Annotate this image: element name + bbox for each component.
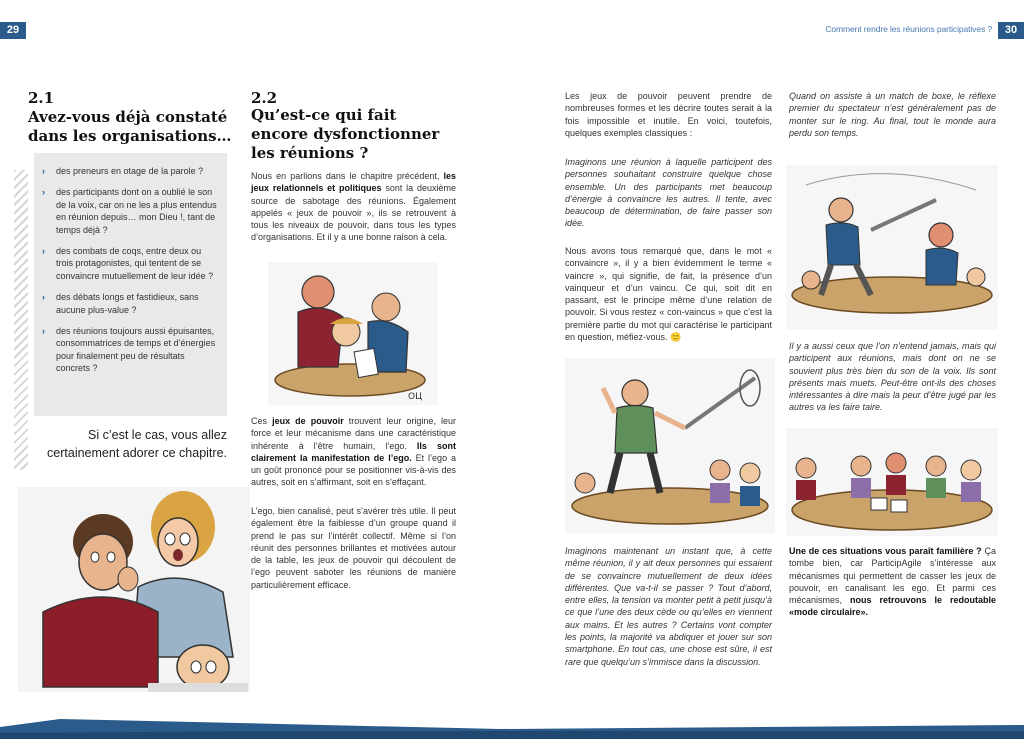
text-span: Et l’ego a un goût prononcé pour se positionner vis-à-vis des autres, soit en s’affirmant, soit en s’effaçant. — [251, 452, 456, 488]
paragraph: Quand on assiste à un match de boxe, le réflexe premier du spectateur n’est généralement pas de monter sur le ring. Au final, tout le monde aura perdu son temps. — [789, 91, 996, 138]
paragraph — [251, 170, 456, 244]
paragraph: Les jeux de pouvoir peuvent prendre de nombreuses formes et les décrire toutes serait à la fois impossible et inutile. En voici, toutefois, quelques exemples classiques : — [565, 91, 772, 138]
quarrel-illustration — [268, 262, 438, 405]
paragraph: Imaginons maintenant un instant que, à cette même réunion, il y ait deux personnes qui essaient de se convaincre mutuellement de deux idées différentes. Que va-t-il se passer ? Tout d’abord, entre elles, la tension va monter petit à petit jusqu’à ce que l’une des deux cède ou qu’elles en viennent aux mains. Et les autres ? Certains vont compter les points, la majorité va abdiquer et jouer sur son smartphone. En tout cas, une chose est sûre, il est rare que quelqu’un s’immisce dans la discussion. — [565, 546, 772, 667]
chapter-teaser: Si c’est le cas, vous allez certainement adorer ce chapitre. — [47, 428, 227, 460]
list-item-text: des participants dont on a oublié le son de la voix, car on ne les a plus entendus en réunion depuis… mon Dieu !, tant de temps déjà ? — [56, 187, 217, 235]
bold-text: Ils sont clairement la manifestation de l’ego. — [251, 440, 456, 463]
list-item — [42, 165, 217, 177]
text-span: Ces — [251, 416, 273, 426]
section-number-2-2: 2.2 — [251, 89, 278, 107]
section-title-line: Avez-vous déjà constaté — [28, 108, 228, 126]
list-item-text: des combats de coqs, entre deux ou trois protagonistes, qui tentent de se convaincre mutuellement de leur idée ? — [56, 246, 214, 281]
fight-illustration — [786, 165, 998, 330]
section-title-2-1 — [28, 108, 232, 146]
list-item-text: des débats longs et fastidieux, sans aucune plus-value ? — [56, 292, 199, 315]
text-span: sont la deuxième source de sabotage des réunions. Également appelés « jeux de pouvoir », ils se retrouvent à tous les niveaux de pouvoir, dans tous les types d’organisations. Et il y a une bonne raison à cela. — [251, 183, 457, 243]
paragraph: Nous avons tous remarqué que, dans le mot « convaincre », il y a bien évidemment le terme « vaincre », qui signifie, de fait, la présence d’un vainqueur et d’un vaincu. Ce qui, soit dit en passant, est le principe même d’une relation de pouvoir. Si vous restez « con-vaincus » que c’est la première partie du mot qui caractérise le participant en question, méfiez-vous. 🙂 — [565, 246, 772, 343]
section-title-line: les réunions ? — [251, 144, 369, 162]
text-span: trouvent leur origine, leur force et leur mécanisme dans une caractéristique inhérente à l’être humain, l’ego. — [251, 416, 457, 451]
signature-text: ОЦ — [408, 392, 423, 402]
chevron-right-icon: › — [42, 187, 45, 198]
text-span: Ça tombe bien, car ParticipAgile s’intéresse aux mécanismes qui permettent de casser les jeux de pouvoir, en canalisant les ego. Et parmi ces mécanismes, — [789, 546, 996, 606]
page-number-left: 29 — [0, 22, 26, 39]
list-item-text: des réunions toujours aussi épuisantes, consommatrices de temps et d’énergies pour finalement peu de résultats concrets ? — [56, 326, 216, 374]
bold-text: jeux de pouvoir — [272, 416, 344, 426]
text-span: Nous en parlions dans le chapitre précédent, — [251, 171, 444, 181]
list-item — [42, 325, 217, 375]
chevron-right-icon: › — [42, 326, 45, 337]
bold-text: les jeux relationnels et politiques — [251, 171, 456, 194]
question-box — [34, 153, 227, 416]
section-title-2-2 — [251, 106, 439, 163]
shocked-people-illustration — [18, 487, 250, 692]
bold-text: nous retrouvons le redoutable «mode circulaire». — [789, 595, 996, 618]
section-title-line: dans les organisations… — [28, 127, 232, 145]
bottom-decorative-bar — [0, 719, 1024, 739]
silent-participants-illustration — [786, 428, 998, 536]
list-item — [42, 291, 217, 316]
sword-speaker-illustration — [565, 358, 775, 533]
section-title-line: Qu’est-ce qui fait — [251, 106, 397, 124]
list-item-text: des preneurs en otage de la parole ? — [56, 166, 204, 176]
chevron-right-icon: › — [42, 166, 45, 176]
section-number-2-1: 2.1 — [28, 89, 55, 107]
paragraph: Il y a aussi ceux que l’on n’entend jamais, mais qui participent aux réunions, mais dont on ne se souvient plus très bien du son de la voix. Ils sont présents mais muets. Peut-être ont-ils des choses intéressantes à dire mais la peur d’être jugé par les autres va les faire taire. — [789, 341, 996, 413]
section-title-line: encore dysfonctionner — [251, 125, 440, 143]
paragraph — [789, 545, 996, 619]
bold-text: Une de ces situations vous paraît familière ? — [789, 546, 982, 556]
chevron-right-icon: › — [42, 246, 45, 257]
paragraph — [251, 415, 456, 489]
question-list — [34, 153, 227, 375]
list-item — [42, 245, 217, 282]
page-number-right: 30 — [998, 22, 1024, 39]
chevron-right-icon: › — [42, 292, 45, 303]
running-header: Comment rendre les réunions participatives ? — [825, 24, 992, 34]
paragraph: Imaginons une réunion à laquelle participent des personnes souhaitant construire quelque chose ensemble. Un des participants met beaucoup d’énergie à convaincre les autres. Il tente, avec beaucoup de détermination, de faire passer son idée. — [565, 157, 772, 229]
decorative-hatch — [14, 170, 28, 470]
paragraph: L’ego, bien canalisé, peut s’avérer très utile. Il peut également être la faiblesse d’un groupe quand il prend le pas sur l’intérêt collectif. Même si l’on réunit des personnes brillantes et motivées autour de la table, les jeux de pouvoir qui découlent de l’ego peuvent saboter les réunions de manière particulièrement efficace. — [251, 506, 456, 590]
list-item — [42, 186, 217, 236]
